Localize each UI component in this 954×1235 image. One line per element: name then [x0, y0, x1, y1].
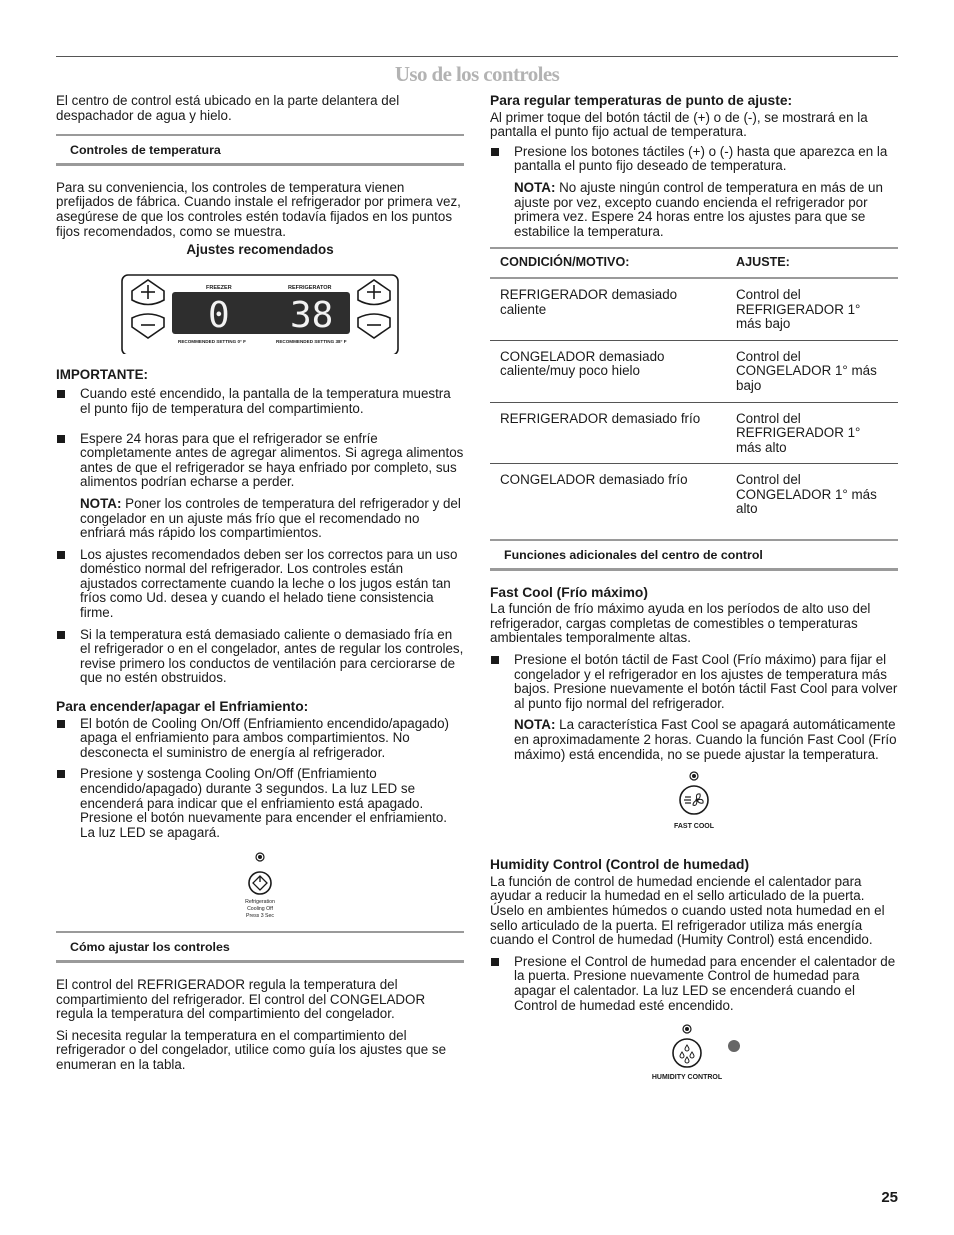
how-to-adjust-paragraph-2: Si necesita regular la temperatura en el compartimiento del refrigerador o del congelador, utilice como guía los ajustes que se enumeran en la tabla. — [56, 1027, 447, 1072]
control-panel-svg — [56, 258, 464, 354]
recommended-settings-caption: Ajustes recomendados — [186, 242, 334, 258]
freezer-setting-value: 0 — [208, 294, 230, 336]
top-rule — [56, 56, 898, 57]
cooling-bullet-2: Presione y sostenga Cooling On/Off (Enfriamiento encendido/apagado) durante 3 segundos. La luz LED se encenderá para indicar que el enfriamiento está apagado. Presione el botón nuevamente para encender el enfriamiento. La luz LED se apagará. — [56, 767, 464, 840]
humidity-control-button-icon[interactable] — [673, 1039, 701, 1067]
cooling-onoff-illustration — [56, 847, 464, 927]
humidity-heading: Humidity Control (Control de humedad) — [490, 857, 750, 873]
table-cell-condition: REFRIGERADOR demasiado frío — [490, 402, 726, 464]
setpoint-paragraph: Al primer toque del botón táctil de (+) o de (-), se mostrará en la pantalla el punto fijo actual de temperatura. — [490, 109, 868, 140]
cooling-onoff-heading: Para encender/apagar el Enfriamiento: — [56, 699, 309, 715]
table-cell-adjustment: Control del CONGELADOR 1° más bajo — [726, 340, 898, 402]
table-cell-condition: CONGELADOR demasiado frío — [500, 472, 688, 488]
freezer-recommended-label: RECOMMENDED SETTING 0° F — [178, 338, 246, 344]
control-panel-illustration — [56, 258, 464, 354]
importante-note — [56, 497, 464, 541]
page-title: Uso de los controles — [394, 62, 560, 86]
importante-list-cont — [56, 548, 464, 686]
note-label: NOTA: — [514, 179, 556, 195]
table-row — [490, 340, 898, 402]
note-label: NOTA: — [80, 495, 122, 511]
table-header-row — [490, 248, 898, 278]
intro-paragraph: El centro de control está ubicado en la parte delantera del despachador de agua y hielo. — [56, 93, 400, 123]
section-how-to-adjust: Cómo ajustar los controles — [56, 931, 464, 963]
importante-bullet-3: Los ajustes recomendados deben ser los correctos para un uso doméstico normal del refrigerador. Los controles están ajustados correctamente cuando la leche o los jugos están tan fríos como Ud. desea y cuando el helado tiene consistencia firme. — [56, 548, 464, 621]
humidity-icon-label: HUMIDITY CONTROL — [651, 1074, 723, 1082]
table-row — [490, 464, 898, 537]
note-label: NOTA: — [514, 717, 556, 733]
humidity-led-dot-icon — [728, 1040, 740, 1052]
refrigerator-recommended-label: RECOMMENDED SETTING 38° F — [276, 338, 347, 344]
cooling-onoff-button-icon[interactable] — [249, 872, 271, 894]
fast-cool-bullet-1: Presione el botón táctil de Fast Cool (Frío máximo) para fijar el congelador y el refrigerador en los ajustes de temperatura más bajos. Presione nuevamente el botón táctil Fast Cool para volver al punto fijo normal del refrigerador. — [490, 653, 898, 711]
adjustment-table — [490, 247, 898, 537]
fast-cool-note — [490, 718, 898, 762]
freezer-minus-icon[interactable] — [132, 314, 164, 338]
left-column — [56, 94, 464, 1080]
setpoint-bullet-1: Presione los botones táctiles (+) o (-) hasta que aparezca en la pantalla el punto fijo deseado de temperatura. — [490, 145, 898, 174]
setpoint-list — [490, 145, 898, 174]
fast-cool-illustration — [490, 770, 898, 840]
table-cell-condition: REFRIGERADOR demasiado caliente — [490, 278, 726, 340]
note-text: No ajuste ningún control de temperatura en más de un ajuste por vez, excepto cuando encienda el refrigerador por primera vez. Espere 24 horas entre los ajustes para que se estabilice la temperatura. — [514, 179, 883, 239]
refrigerator-plus-icon[interactable] — [358, 280, 390, 305]
freezer-plus-icon[interactable] — [132, 280, 164, 305]
table-header-adjustment: AJUSTE: — [726, 248, 898, 278]
right-column — [490, 94, 898, 1087]
table-cell-adjustment: Control del REFRIGERADOR 1° más alto — [726, 402, 898, 464]
table-row — [490, 278, 898, 340]
table-cell-adjustment: Control del CONGELADOR 1° más alto — [736, 472, 877, 517]
section-temperature-controls: Controles de temperatura — [56, 134, 464, 166]
how-to-adjust-paragraph-1: El control del REFRIGERADOR regula la temperatura del compartimiento del refrigerador. El control del CONGELADOR regula la temperatura del compartimiento del congelador. — [56, 976, 426, 1022]
humidity-list — [490, 955, 898, 1013]
page-number: 25 — [881, 1189, 898, 1206]
refrigerator-label: REFRIGERATOR — [288, 284, 332, 291]
refrigerator-minus-icon[interactable] — [358, 314, 390, 338]
importante-list — [56, 387, 464, 490]
humidity-paragraph: La función de control de humedad enciende el calentador para ayudar a reducir la humedad en el sello articulado de la puerta. Úselo en ambientes húmedos o cuando usted nota humedad en el sello articulado de la puerta. El refrigerador utiliza más energía cuando el Control de humedad (Humity Control) está encendido. — [490, 873, 885, 948]
humidity-bullet-1: Presione el Control de humedad para encender el calentador de la puerta. Presione nuevamente Control de humedad para apagar el calentador. La luz LED se encenderá cuando el Control de humedad esté encendido. — [490, 955, 898, 1013]
fast-cool-svg — [490, 770, 898, 838]
setpoint-note — [490, 181, 898, 239]
cooling-onoff-svg — [56, 847, 464, 925]
freezer-label: FREEZER — [206, 284, 232, 291]
cooling-icon-line-2: Cooling Off — [247, 906, 273, 913]
note-text: La característica Fast Cool se apagará automáticamente en aproximadamente 2 horas. Cuando la función Fast Cool (Frío máximo) está encendida, no se puede ajustar la temperatura. — [514, 717, 897, 762]
humidity-control-illustration — [490, 1021, 898, 1087]
fast-cool-heading: Fast Cool (Frío máximo) — [490, 584, 648, 600]
section-additional-functions: Funciones adicionales del centro de control — [490, 539, 898, 571]
cooling-icon-line-3: Press 3 Sec — [246, 913, 274, 920]
cooling-bullet-1: El botón de Cooling On/Off (Enfriamiento encendido/apagado) apaga el enfriamiento para ambos compartimientos. No desconecta el suministro de energía al refrigerador. — [56, 717, 464, 761]
cooling-icon-line-1: Refrigeration — [245, 899, 275, 906]
importante-label: IMPORTANTE: — [56, 366, 148, 382]
importante-bullet-1: Cuando esté encendido, la pantalla de la temperatura muestra el punto fijo de temperatura del compartimiento. — [56, 387, 464, 416]
fast-cool-button-icon[interactable] — [680, 786, 708, 814]
note-text: Poner los controles de temperatura del refrigerador y del congelador en un ajuste más frío que el recomendado no enfriará más rápido los compartimientos. — [80, 495, 461, 541]
fast-cool-icon-label: FAST COOL — [673, 823, 715, 831]
table-header-condition: CONDICIÓN/MOTIVO: — [490, 248, 726, 278]
cooling-list — [56, 717, 464, 841]
fast-cool-list — [490, 653, 898, 711]
setpoint-heading: Para regular temperaturas de punto de ajuste: — [490, 93, 793, 108]
table-row — [490, 402, 898, 464]
temperature-controls-paragraph: Para su conveniencia, los controles de temperatura vienen prefijados de fábrica. Cuando instale el refrigerador por primera vez, asegúrese de que los controles estén todavía fijados en los puntos fijos recomendados, como se muestra. — [56, 179, 461, 239]
refrigerator-setting-value: 38 — [290, 294, 334, 336]
importante-bullet-4: Si la temperatura está demasiado caliente o demasiado fría en el refrigerador o en el congelador, antes de regular los controles, revise primero los conductos de ventilación para cerciorarse de que no estén obstruidos. — [56, 628, 464, 686]
fast-cool-paragraph: La función de frío máximo ayuda en los períodos de alto uso del refrigerador, cargas completas de comestibles o temperaturas ambientales temporalmente altas. — [490, 601, 871, 646]
importante-bullet-2: Espere 24 horas para que el refrigerador se enfríe completamente antes de agregar alimentos. Si agrega alimentos antes de que el refrigerador se haya enfriado por completo, sus alimentos podrían echarse a perder. — [56, 432, 464, 490]
table-cell-condition: CONGELADOR demasiado caliente/muy poco hielo — [490, 340, 726, 402]
humidity-control-svg — [490, 1021, 898, 1085]
table-cell-adjustment: Control del REFRIGERADOR 1° más bajo — [726, 278, 898, 340]
